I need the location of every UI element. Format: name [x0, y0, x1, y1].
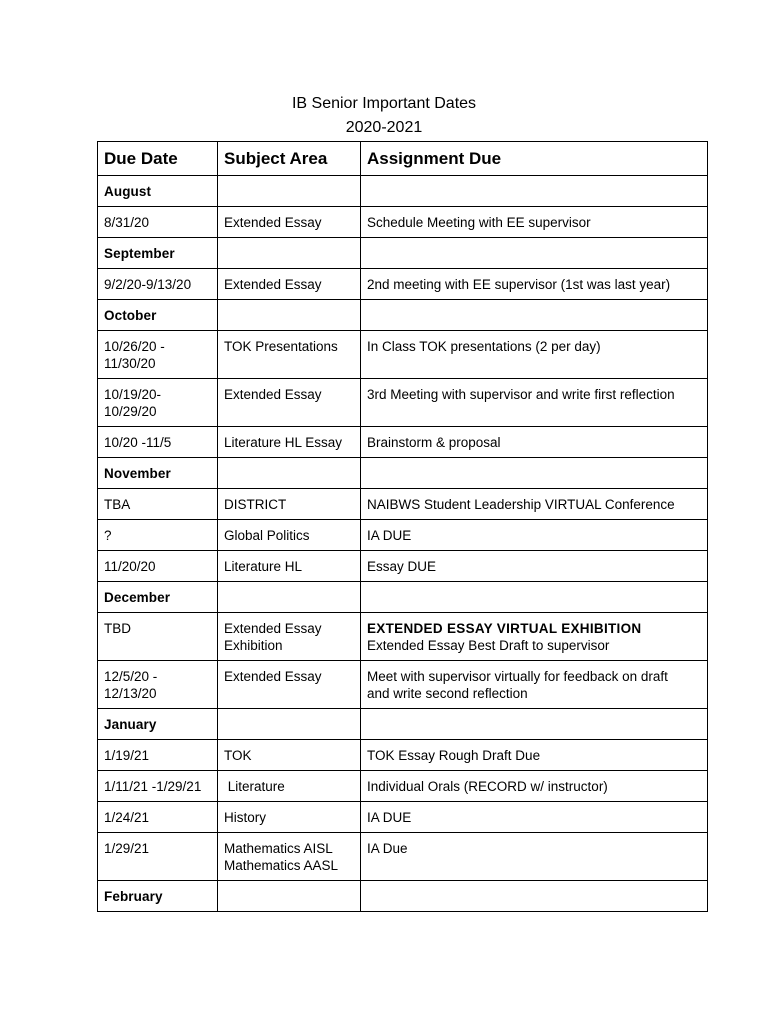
due-date-cell: 10/19/20- 10/29/20: [98, 379, 218, 427]
assignment-cell: Schedule Meeting with EE supervisor: [361, 207, 708, 238]
empty-cell: [218, 582, 361, 613]
document-title: IB Senior Important Dates: [291, 95, 477, 112]
table-row: [98, 427, 708, 458]
empty-cell: [218, 709, 361, 740]
due-date-cell: 10/26/20 - 11/30/20: [98, 331, 218, 379]
header-due-date: Due Date: [98, 142, 218, 176]
due-date-cell: 9/2/20-9/13/20: [98, 269, 218, 300]
subject-area-cell: TOK: [218, 740, 361, 771]
month-label: August: [98, 176, 218, 207]
empty-cell: [361, 582, 708, 613]
assignment-highlight: EXTENDED ESSAY VIRTUAL EXHIBITION: [367, 621, 642, 636]
due-date-cell: 8/31/20: [98, 207, 218, 238]
subject-area-cell: Literature: [218, 771, 361, 802]
assignment-cell: [361, 613, 708, 661]
month-row: [98, 709, 708, 740]
subject-area-cell: Literature HL Essay: [218, 427, 361, 458]
assignment-cell: TOK Essay Rough Draft Due: [361, 740, 708, 771]
month-label: October: [98, 300, 218, 331]
empty-cell: [218, 238, 361, 269]
due-date-cell: 11/20/20: [98, 551, 218, 582]
due-date-cell: TBD: [98, 613, 218, 661]
empty-cell: [361, 176, 708, 207]
dates-table: [97, 141, 708, 912]
empty-cell: [361, 300, 708, 331]
month-row: [98, 300, 708, 331]
month-row: [98, 458, 708, 489]
assignment-cell: Meet with supervisor virtually for feedback on draft and write second reflection: [361, 661, 708, 709]
table-header-row: [98, 142, 708, 176]
month-label: December: [98, 582, 218, 613]
assignment-cell: IA DUE: [361, 802, 708, 833]
assignment-cell: 3rd Meeting with supervisor and write first reflection: [361, 379, 708, 427]
month-row: [98, 176, 708, 207]
month-row: [98, 238, 708, 269]
assignment-cell: Brainstorm & proposal: [361, 427, 708, 458]
document-year: 2020-2021: [345, 119, 423, 136]
header-subject-area: Subject Area: [218, 142, 361, 176]
table-row: [98, 207, 708, 238]
subject-area-cell: DISTRICT: [218, 489, 361, 520]
subject-area-cell: Global Politics: [218, 520, 361, 551]
assignment-cell: In Class TOK presentations (2 per day): [361, 331, 708, 379]
due-date-cell: ?: [98, 520, 218, 551]
assignment-text: Extended Essay Best Draft to supervisor: [367, 638, 610, 653]
month-row: [98, 582, 708, 613]
empty-cell: [218, 458, 361, 489]
subject-area-cell: Mathematics AISL Mathematics AASL: [218, 833, 361, 881]
month-label: November: [98, 458, 218, 489]
table-row: [98, 489, 708, 520]
empty-cell: [218, 881, 361, 912]
subject-area-cell: Extended Essay: [218, 379, 361, 427]
table-row: [98, 379, 708, 427]
subject-area-cell: Extended Essay: [218, 207, 361, 238]
assignment-cell: NAIBWS Student Leadership VIRTUAL Conference: [361, 489, 708, 520]
due-date-cell: 1/29/21: [98, 833, 218, 881]
subject-area-cell: TOK Presentations: [218, 331, 361, 379]
assignment-cell: IA Due: [361, 833, 708, 881]
empty-cell: [361, 458, 708, 489]
empty-cell: [218, 176, 361, 207]
empty-cell: [218, 300, 361, 331]
assignment-cell: Essay DUE: [361, 551, 708, 582]
month-row: [98, 881, 708, 912]
table-row: [98, 331, 708, 379]
table-row: [98, 740, 708, 771]
assignment-cell: 2nd meeting with EE supervisor (1st was last year): [361, 269, 708, 300]
table-row: [98, 661, 708, 709]
subject-area-cell: Extended Essay: [218, 661, 361, 709]
month-label: January: [98, 709, 218, 740]
table-body: [98, 176, 708, 912]
month-label: February: [98, 881, 218, 912]
header-assignment-due: Assignment Due: [361, 142, 708, 176]
subject-area-cell: Extended Essay: [218, 269, 361, 300]
due-date-cell: 1/24/21: [98, 802, 218, 833]
assignment-cell: Individual Orals (RECORD w/ instructor): [361, 771, 708, 802]
subject-area-cell: History: [218, 802, 361, 833]
due-date-cell: 1/11/21 -1/29/21: [98, 771, 218, 802]
table-row: [98, 771, 708, 802]
table-row: [98, 520, 708, 551]
due-date-cell: TBA: [98, 489, 218, 520]
subject-area-cell: Extended Essay Exhibition: [218, 613, 361, 661]
due-date-cell: 10/20 -11/5: [98, 427, 218, 458]
empty-cell: [361, 709, 708, 740]
due-date-cell: 12/5/20 - 12/13/20: [98, 661, 218, 709]
empty-cell: [361, 881, 708, 912]
table-row: [98, 269, 708, 300]
assignment-cell: IA DUE: [361, 520, 708, 551]
table-row: [98, 833, 708, 881]
table-row: [98, 802, 708, 833]
table-row: [98, 551, 708, 582]
empty-cell: [361, 238, 708, 269]
month-label: September: [98, 238, 218, 269]
table-row: [98, 613, 708, 661]
due-date-cell: 1/19/21: [98, 740, 218, 771]
subject-area-cell: Literature HL: [218, 551, 361, 582]
